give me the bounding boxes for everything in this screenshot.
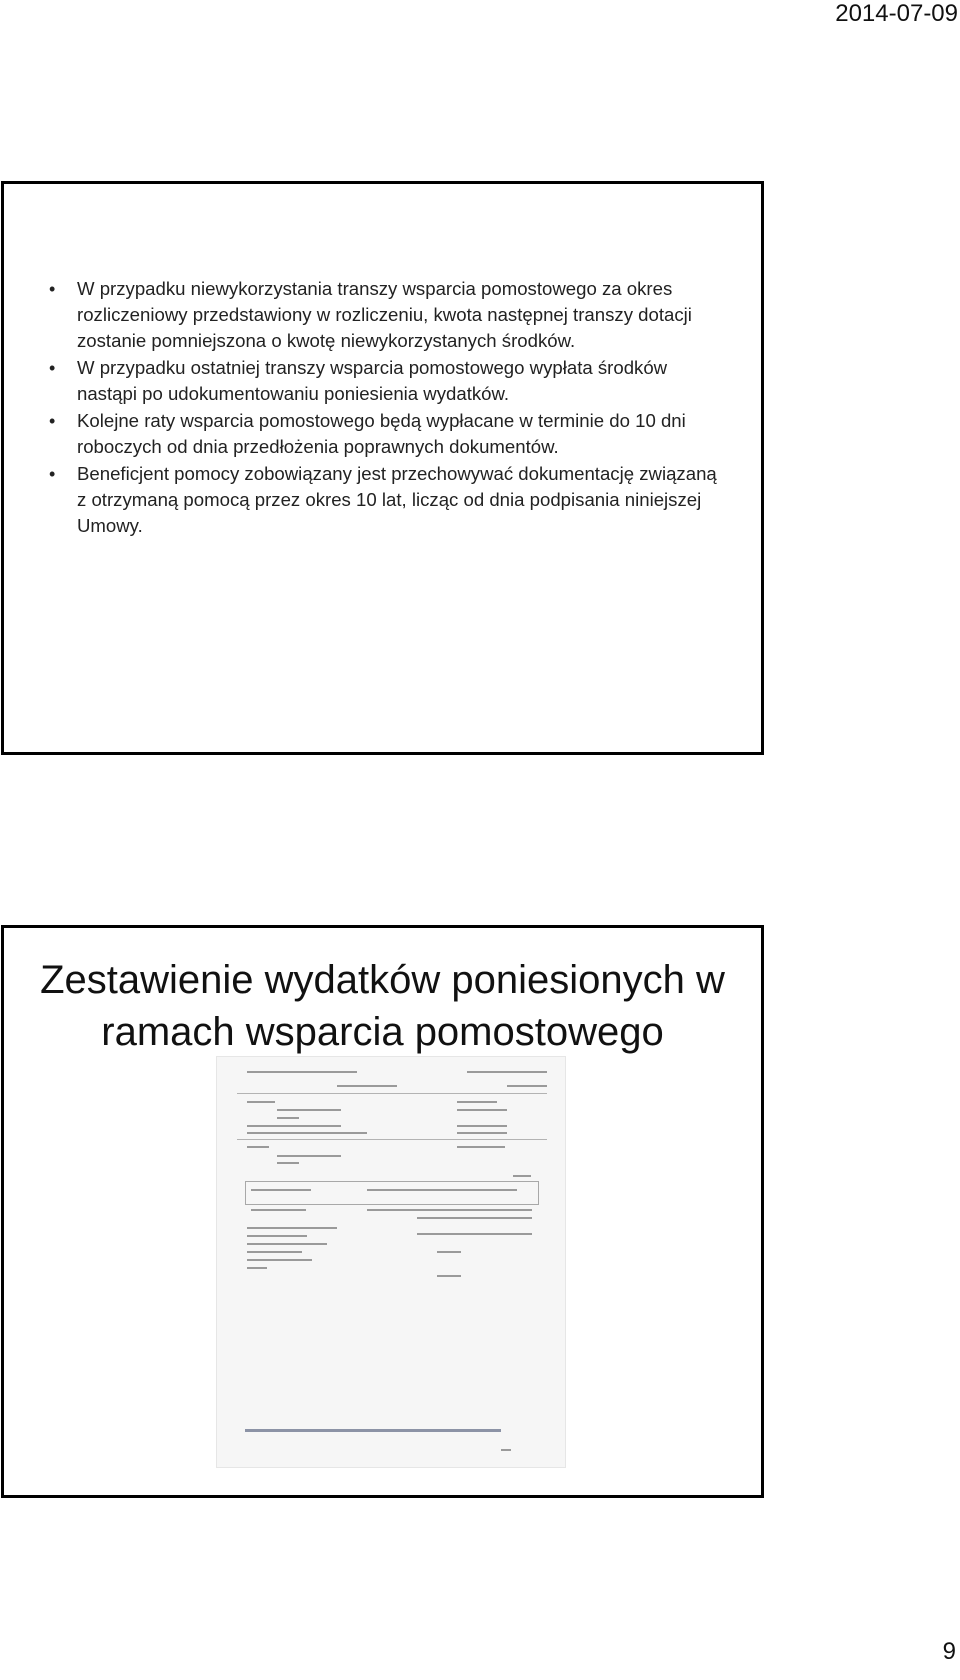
scanned-invoice-image [216,1056,566,1468]
slide-title-line-1: Zestawienie wydatków poniesionych w [40,958,725,1002]
slide-title [4,954,761,1058]
slide-title-line-2: ramach wsparcia pomostowego [101,1010,664,1054]
bullet-icon: • [49,279,56,299]
bullet-item [49,355,729,407]
bullet-text: W przypadku ostatniej transzy wsparcia pomostowego wypłata środków nastąpi po udokumentowaniu poniesienia wydatków. [77,357,668,404]
slide-2 [1,925,764,1498]
bullet-text: W przypadku niewykorzystania transzy wsparcia pomostowego za okres rozliczeniowy przedstawiony w rozliczeniu, kwota następnej transzy dotacji zostanie pomniejszona o kwotę niewykorzystanych środków. [77,278,692,351]
bullet-text: Kolejne raty wsparcia pomostowego będą wypłacane w terminie do 10 dni roboczych od dnia przedłożenia poprawnych dokumentów. [77,410,686,457]
bullet-icon: • [49,411,56,431]
page-date: 2014-07-09 [835,0,958,27]
bullet-item [49,408,729,460]
bullet-item [49,276,729,354]
bullet-text: Beneficjent pomocy zobowiązany jest przechowywać dokumentację związaną z otrzymaną pomocą przez okres 10 lat, licząc od dnia podpisania niniejszej Umowy. [77,463,717,536]
bullet-list [49,276,729,540]
bullet-icon: • [49,464,56,484]
slide-1 [1,181,764,755]
page-number: 9 [942,1638,956,1665]
bullet-item [49,461,729,539]
bullet-icon: • [49,358,56,378]
